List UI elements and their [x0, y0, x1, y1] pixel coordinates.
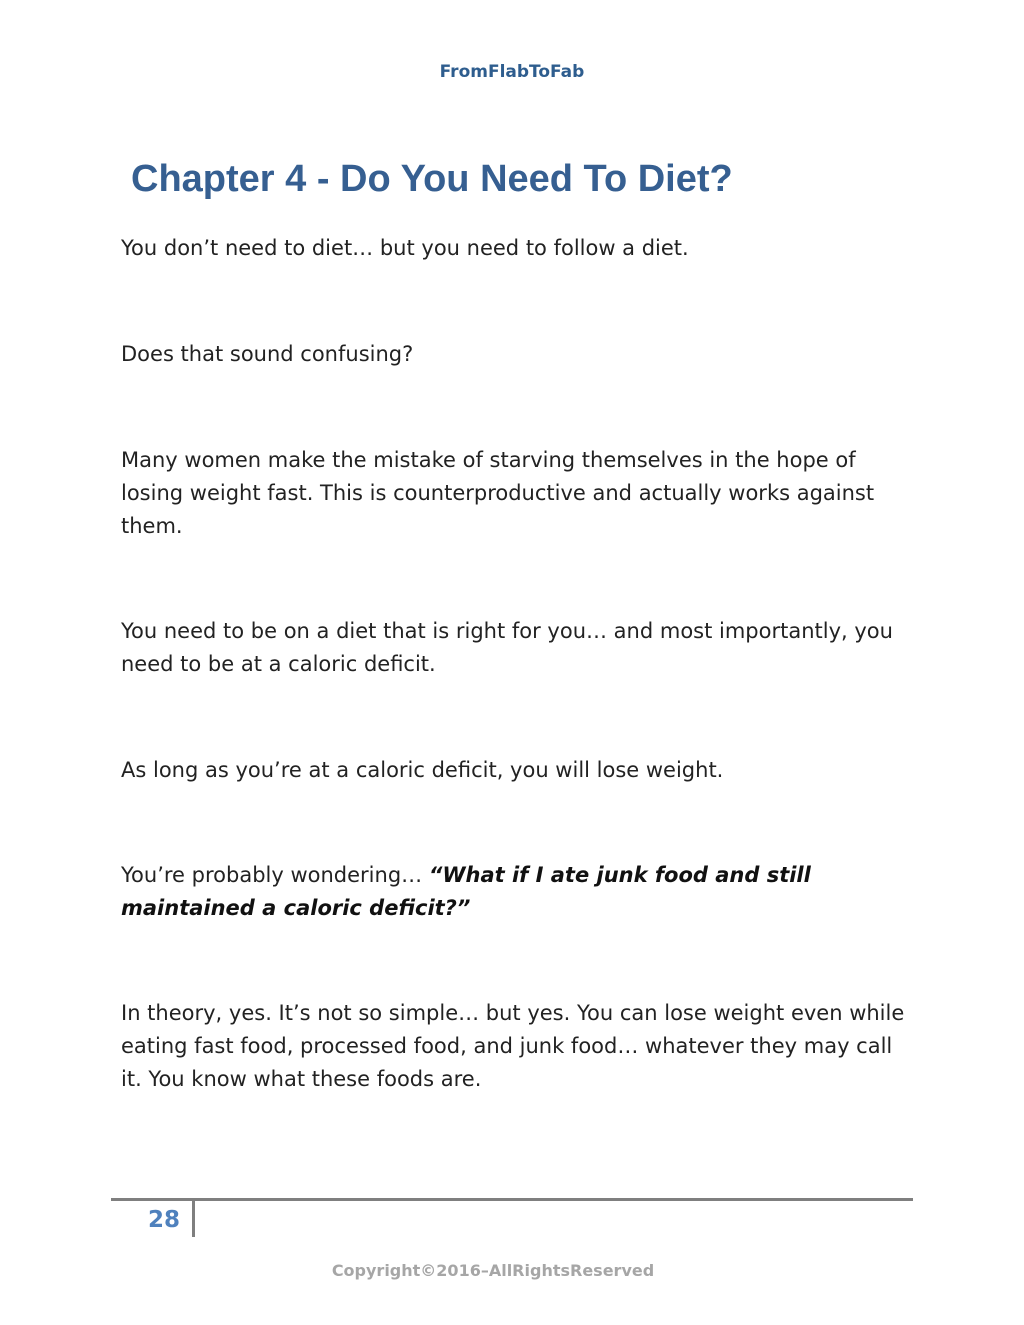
paragraph-6: [121, 859, 911, 925]
paragraph-6-text: You’re probably wondering…: [121, 863, 429, 887]
paragraph-1: You don’t need to diet… but you need to follow a diet.: [121, 236, 689, 260]
copyright-notice: Copyright©2016–AllRightsReserved: [331, 1261, 655, 1280]
paragraph-5: As long as you’re at a caloric deficit, you will lose weight.: [121, 758, 724, 782]
page-number-divider: [192, 1201, 195, 1237]
paragraph-6-emphasis: “What if I ate junk food and still maintained a caloric deficit?”: [121, 863, 811, 920]
paragraph-4: You need to be on a diet that is right for you… and most importantly, you need to be at a caloric deficit.: [121, 619, 893, 676]
running-header: FromFlabToFab: [439, 62, 585, 82]
footer-rule: [111, 1198, 913, 1201]
paragraph-7: In theory, yes. It’s not so simple… but yes. You can lose weight even while eating fast food, processed food, and junk food… whatever they may call it. You know what these foods are.: [121, 1001, 905, 1091]
chapter-title: Chapter 4 - Do You Need To Diet?: [131, 158, 733, 200]
page-number: 28: [148, 1207, 181, 1233]
paragraph-3: Many women make the mistake of starving themselves in the hope of losing weight fast. This is counterproductive and actually works against them.: [121, 448, 875, 538]
paragraph-2: Does that sound confusing?: [121, 342, 414, 366]
